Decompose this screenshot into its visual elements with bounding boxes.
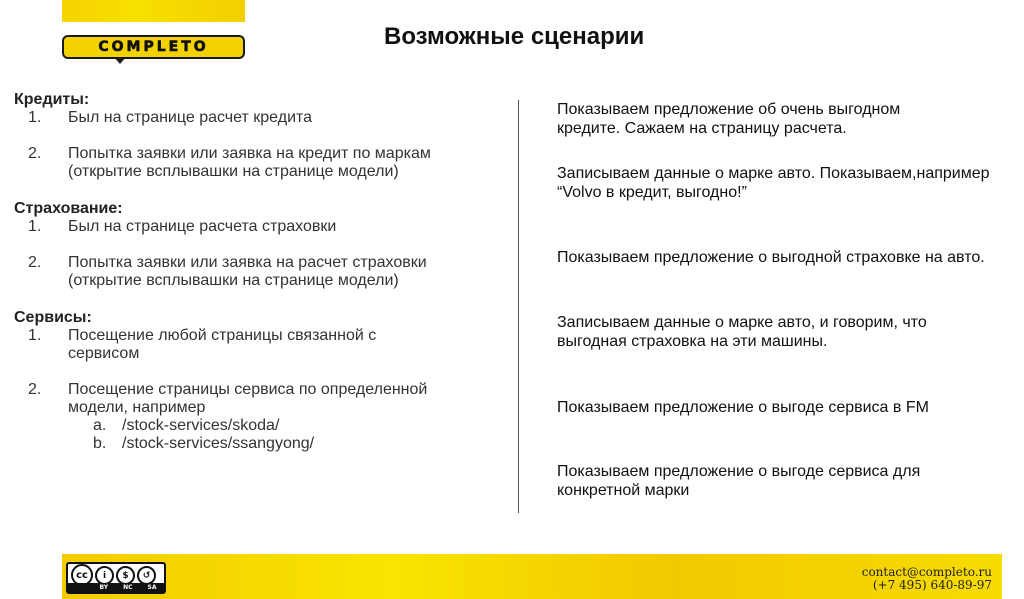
cc-license-labels (68, 583, 164, 592)
scenarios-column (14, 91, 504, 453)
list-item (14, 327, 504, 363)
column-divider (518, 100, 519, 513)
list-item (14, 381, 504, 417)
list-number: 1. (28, 109, 42, 126)
sub-list-item (14, 435, 504, 453)
action-text: Показываем предложение о выгоде сервиса для конкретной марки (557, 463, 921, 499)
footer-bar (62, 554, 1002, 599)
list-item (14, 254, 504, 290)
list-text: Был на странице расчета страховки (68, 218, 337, 235)
completo-logo (62, 35, 245, 59)
section-insurance (14, 200, 504, 290)
list-number: 2. (28, 381, 42, 398)
list-text: Посещение страницы сервиса по определенной модели, например (68, 381, 428, 416)
list-text: Попытка заявки или заявка на расчет страховки (открытие всплывашки на странице модели) (68, 254, 427, 289)
list-number: 2. (28, 254, 42, 271)
sub-list-text: /stock-services/ssangyong/ (122, 435, 315, 452)
license-by: BY (99, 584, 109, 591)
list-text: Посещение любой страницы связанной с сервисом (68, 327, 377, 362)
logo-text: COMPLETO (98, 39, 209, 55)
sub-list-letter: a. (93, 417, 107, 434)
license-nc: NC (123, 584, 133, 591)
action-text: Записываем данные о марке авто. Показываем,например “Volvo в кредит, выгодно!” (557, 165, 990, 201)
contact-email[interactable]: contact@completo.ru (861, 565, 992, 579)
action-text: Показываем предложение о выгодной страховке на авто. (557, 249, 985, 266)
section-credits (14, 91, 504, 181)
list-number: 1. (28, 327, 42, 344)
list-text: Попытка заявки или заявка на кредит по маркам (открытие всплывашки на странице модели) (68, 145, 431, 180)
cc-license-badge (66, 562, 166, 594)
list-item (14, 109, 504, 127)
creative-commons-icon: cc (71, 564, 93, 586)
page-title: Возможные сценарии (384, 23, 645, 50)
share-alike-icon: ↺ (137, 566, 156, 585)
action-text: Показываем предложение об очень выгодном кредите. Сажаем на страницу расчета. (557, 101, 901, 137)
header-accent-strip (62, 0, 245, 22)
sub-list-letter: b. (93, 435, 107, 452)
list-item (14, 145, 504, 181)
logo-pointer (114, 57, 126, 64)
list-number: 1. (28, 218, 42, 235)
list-item (14, 218, 504, 236)
section-title: Страхование: (14, 200, 123, 217)
list-number: 2. (28, 145, 42, 162)
contact-info (862, 566, 992, 592)
list-text: Был на странице расчет кредита (68, 109, 313, 126)
sub-list-text: /stock-services/skoda/ (122, 417, 280, 434)
action-text: Записываем данные о марке авто, и говорим, что выгодная страховка на эти машины. (557, 314, 927, 350)
noncommercial-icon: $ (116, 566, 135, 585)
section-title: Сервисы: (14, 309, 92, 326)
action-text: Показываем предложение о выгоде сервиса в FM (557, 399, 929, 416)
sub-list-item (14, 417, 504, 435)
attribution-icon: i (95, 566, 114, 585)
contact-phone: (+7 495) 640-89-97 (872, 578, 992, 592)
section-title: Кредиты: (14, 91, 90, 108)
section-services (14, 309, 504, 453)
license-sa: SA (147, 584, 157, 591)
